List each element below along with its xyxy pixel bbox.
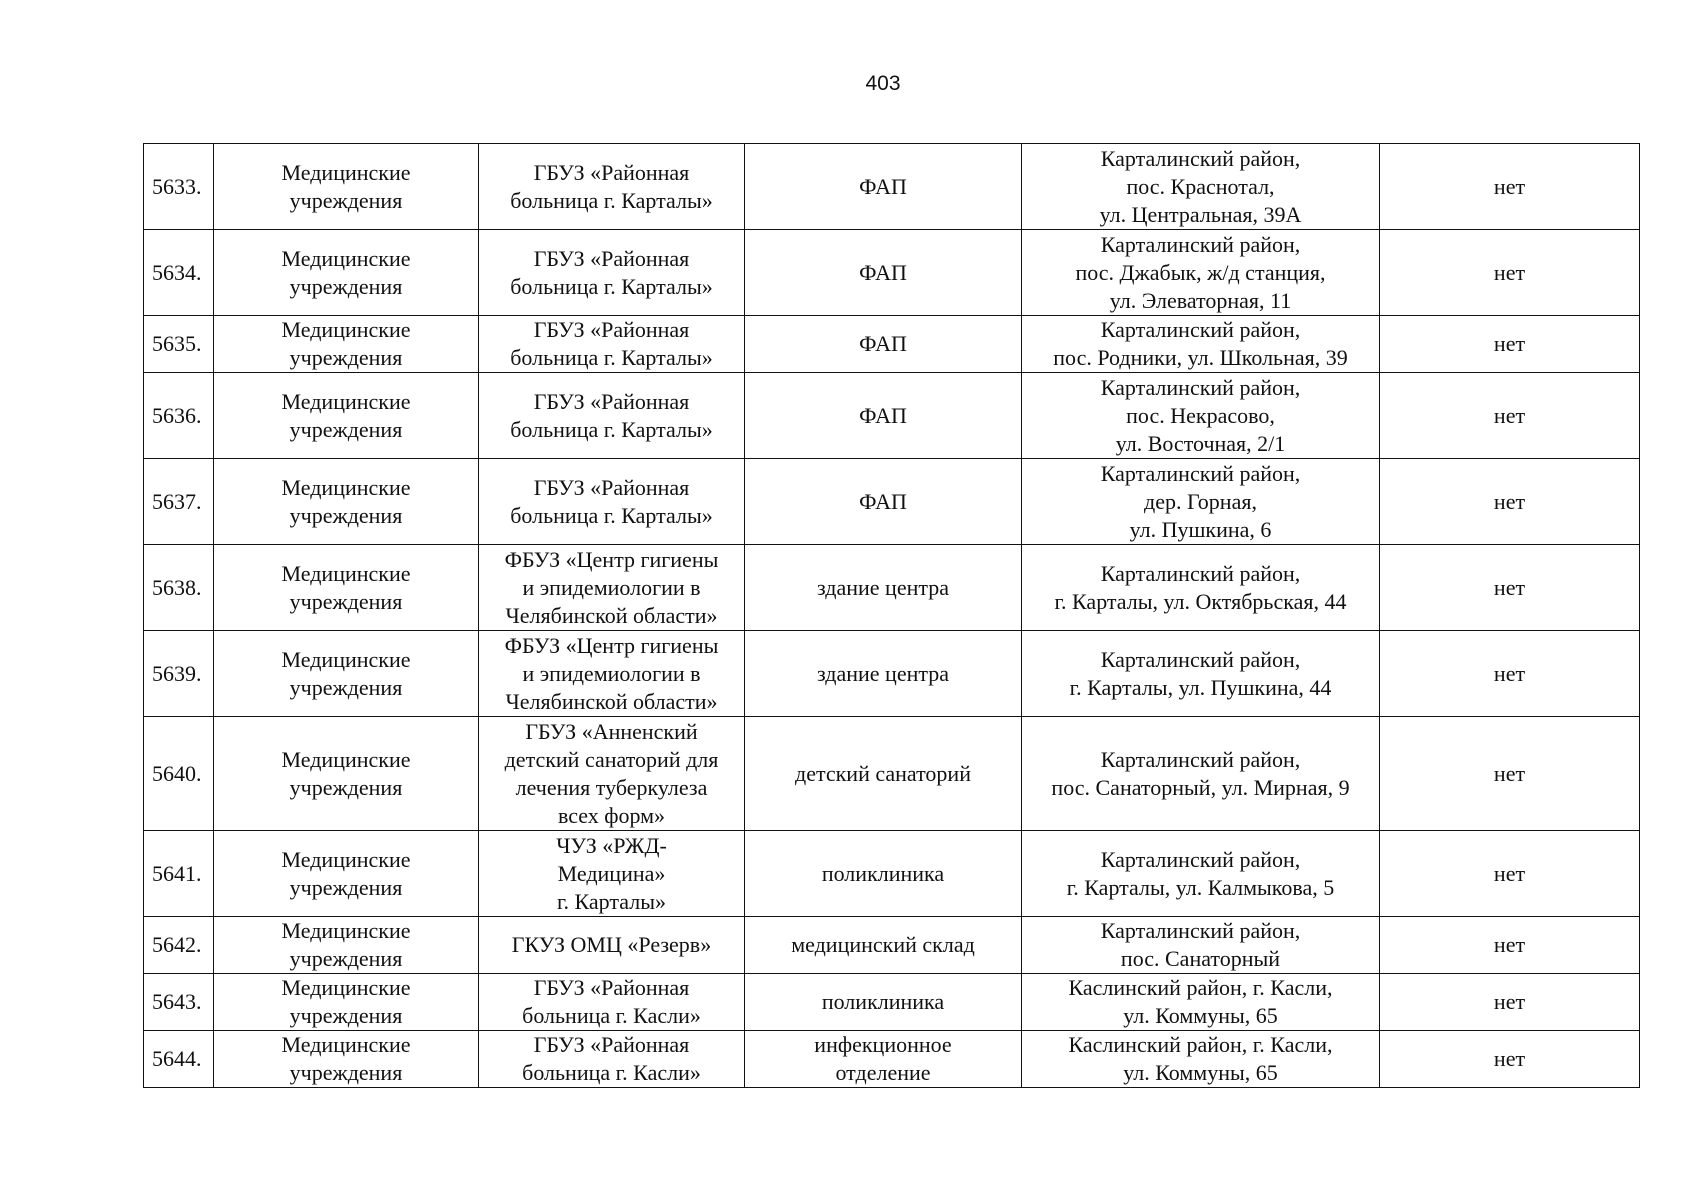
organization-cell-line: ГБУЗ «Районная [533,975,690,1000]
row-number-cell: 5644. [144,1031,214,1088]
table-row [144,631,1640,717]
organization-cell [479,631,745,717]
address-cell-line: ул. Элеваторная, 11 [1109,287,1292,313]
organization-cell-line: больница г. Карталы» [510,273,713,299]
organization-cell-line: г. Карталы» [556,888,666,914]
address-cell [1022,373,1380,459]
organization-cell [479,831,745,917]
table-row [144,373,1640,459]
row-number-cell: 5641. [144,831,214,917]
organization-cell [479,373,745,459]
organization-cell [479,545,745,631]
organization-cell-line: больница г. Касли» [522,1060,701,1085]
row-number-cell: 5635. [144,316,214,373]
row-number-cell: 5642. [144,917,214,974]
address-cell-line: Карталинский район, [1100,231,1301,257]
address-cell-line: Карталинский район, [1100,918,1301,943]
address-cell-line: Карталинский район, [1100,646,1301,672]
table-row [144,831,1640,917]
object-cell [745,1031,1022,1088]
address-cell-line: г. Карталы, ул. Пушкина, 44 [1069,674,1332,700]
category-cell [214,631,479,717]
row-number-cell: 5637. [144,459,214,545]
organization-cell-line: ГБУЗ «Районная [533,1032,690,1057]
table-row [144,144,1640,230]
object-cell-line: ФАП [859,259,907,285]
status-cell: нет [1380,917,1640,974]
table-row [144,545,1640,631]
organization-cell-line: ГКУЗ ОМЦ «Резерв» [511,932,712,957]
category-cell [214,373,479,459]
row-number-cell: 5643. [144,974,214,1031]
object-cell-line: ФАП [859,488,907,514]
organization-cell-line: ФБУЗ «Центр гигиены [504,632,719,658]
category-cell [214,1031,479,1088]
category-cell [214,974,479,1031]
organization-cell-line: ЧУЗ «РЖД- [556,832,667,858]
category-cell-line: Медицинские [281,746,411,772]
address-cell-line: Карталинский район, [1100,560,1301,586]
category-cell [214,545,479,631]
organization-cell [479,717,745,831]
organization-cell-line: ГБУЗ «Районная [533,474,690,500]
table-row [144,917,1640,974]
category-cell [214,316,479,373]
category-cell-line: учреждения [289,273,403,299]
address-cell-line: Карталинский район, [1100,145,1301,171]
address-cell [1022,631,1380,717]
object-cell-line: ФАП [859,173,907,199]
category-cell-line: учреждения [289,1060,403,1085]
address-cell-line: пос. Родники, ул. Школьная, 39 [1053,345,1348,370]
status-cell: нет [1380,631,1640,717]
category-cell-line: учреждения [289,946,403,971]
organization-cell [479,974,745,1031]
table-row [144,316,1640,373]
organization-cell-line: ГБУЗ «Анненский [525,718,698,744]
status-cell: нет [1380,1031,1640,1088]
address-cell [1022,1031,1380,1088]
table-row [144,459,1640,545]
organization-cell-line: и эпидемиологии в [522,574,701,600]
object-cell [745,316,1022,373]
category-cell [214,230,479,316]
organization-cell [479,230,745,316]
category-cell-line: Медицинские [281,560,411,586]
category-cell-line: учреждения [289,874,403,900]
address-cell [1022,545,1380,631]
address-cell-line: пос. Санаторный, ул. Мирная, 9 [1051,774,1350,800]
object-cell [745,917,1022,974]
category-cell-line: учреждения [289,774,403,800]
address-cell [1022,459,1380,545]
organization-cell-line: ГБУЗ «Районная [533,317,690,342]
category-cell-line: учреждения [289,187,403,213]
organization-cell-line: больница г. Карталы» [510,187,713,213]
category-cell-line: Медицинские [281,159,411,185]
organization-cell-line: Челябинской области» [505,688,718,714]
status-cell: нет [1380,717,1640,831]
category-cell-line: учреждения [289,1003,403,1028]
organization-cell-line: ФБУЗ «Центр гигиены [504,546,719,572]
object-cell [745,974,1022,1031]
address-cell-line: Карталинский район, [1100,460,1301,486]
status-cell: нет [1380,459,1640,545]
object-cell [745,631,1022,717]
category-cell-line: учреждения [289,502,403,528]
status-cell: нет [1380,316,1640,373]
organization-cell-line: больница г. Карталы» [510,416,713,442]
row-number-cell: 5636. [144,373,214,459]
object-cell-line: медицинский склад [791,932,975,957]
table-row [144,230,1640,316]
address-cell-line: ул. Пушкина, 6 [1129,516,1272,542]
address-cell-line: пос. Джабык, ж/д станция, [1075,259,1326,285]
row-number-cell: 5638. [144,545,214,631]
status-cell: нет [1380,545,1640,631]
address-cell-line: ул. Восточная, 2/1 [1115,430,1286,456]
object-cell [745,230,1022,316]
category-cell-line: учреждения [289,588,403,614]
address-cell-line: пос. Краснотал, [1126,173,1275,199]
address-cell-line: пос. Санаторный [1120,946,1281,971]
category-cell [214,917,479,974]
object-cell-line: ФАП [859,331,907,356]
address-cell [1022,144,1380,230]
organization-cell [479,917,745,974]
object-cell [745,373,1022,459]
status-cell: нет [1380,144,1640,230]
address-cell [1022,917,1380,974]
object-cell-line: здание центра [816,660,950,686]
object-cell [745,459,1022,545]
address-cell-line: ул. Коммуны, 65 [1123,1060,1278,1085]
organization-cell [479,144,745,230]
address-cell-line: г. Карталы, ул. Калмыкова, 5 [1066,874,1335,900]
category-cell [214,831,479,917]
organization-cell-line: всех форм» [557,802,666,828]
status-cell: нет [1380,831,1640,917]
object-cell-line: инфекционное [814,1032,952,1057]
address-cell-line: ул. Центральная, 39А [1099,201,1302,227]
organization-cell [479,1031,745,1088]
address-cell-line: ул. Коммуны, 65 [1123,1003,1278,1028]
object-cell [745,545,1022,631]
object-cell [745,144,1022,230]
category-cell-line: Медицинские [281,317,411,342]
organization-cell-line: ГБУЗ «Районная [533,245,690,271]
object-cell-line: отделение [835,1060,931,1085]
row-number-cell: 5633. [144,144,214,230]
organization-cell-line: ГБУЗ «Районная [533,388,690,414]
category-cell-line: Медицинские [281,646,411,672]
status-cell: нет [1380,974,1640,1031]
category-cell-line: Медицинские [281,245,411,271]
object-cell-line: здание центра [816,574,950,600]
category-cell-line: учреждения [289,345,403,370]
organization-cell-line: лечения туберкулеза [515,774,708,800]
organization-cell [479,316,745,373]
category-cell [214,717,479,831]
address-cell [1022,831,1380,917]
address-cell [1022,717,1380,831]
address-cell-line: г. Карталы, ул. Октябрьская, 44 [1054,588,1347,614]
row-number-cell: 5634. [144,230,214,316]
category-cell-line: Медицинские [281,474,411,500]
category-cell-line: учреждения [289,674,403,700]
organization-cell [479,459,745,545]
organization-cell-line: и эпидемиологии в [522,660,701,686]
address-cell-line: Карталинский район, [1100,746,1301,772]
address-cell [1022,974,1380,1031]
address-cell-line: Карталинский район, [1100,374,1301,400]
object-cell [745,717,1022,831]
status-cell: нет [1380,373,1640,459]
category-cell [214,144,479,230]
object-cell-line: поликлиника [821,860,945,886]
object-cell-line: ФАП [859,402,907,428]
table-body [144,144,1640,1088]
category-cell-line: учреждения [289,416,403,442]
address-cell-line: пос. Некрасово, [1126,402,1275,428]
address-cell-line: дер. Горная, [1144,488,1257,514]
organization-cell-line: Медицина» [557,860,666,886]
object-cell [745,831,1022,917]
page-number: 403 [865,72,901,95]
organization-cell-line: больница г. Касли» [522,1003,701,1028]
address-cell-line: Каслинский район, г. Касли, [1068,975,1333,1000]
address-cell-line: Карталинский район, [1100,317,1301,342]
category-cell-line: Медицинские [281,846,411,872]
organization-cell-line: детский санаторий для [504,746,719,772]
category-cell-line: Медицинские [281,1032,411,1057]
facilities-table [143,143,1640,1088]
table-row [144,1031,1640,1088]
table-row [144,974,1640,1031]
address-cell-line: Карталинский район, [1100,846,1301,872]
address-cell-line: Каслинский район, г. Касли, [1068,1032,1333,1057]
row-number-cell: 5639. [144,631,214,717]
organization-cell-line: ГБУЗ «Районная [533,159,690,185]
category-cell-line: Медицинские [281,918,411,943]
category-cell-line: Медицинские [281,975,411,1000]
organization-cell-line: Челябинской области» [505,602,718,628]
organization-cell-line: больница г. Карталы» [510,345,713,370]
organization-cell-line: больница г. Карталы» [510,502,713,528]
object-cell-line: детский санаторий [795,760,971,786]
object-cell-line: поликлиника [821,989,945,1014]
category-cell-line: Медицинские [281,388,411,414]
row-number-cell: 5640. [144,717,214,831]
status-cell: нет [1380,230,1640,316]
table-row [144,717,1640,831]
address-cell [1022,316,1380,373]
address-cell [1022,230,1380,316]
category-cell [214,459,479,545]
